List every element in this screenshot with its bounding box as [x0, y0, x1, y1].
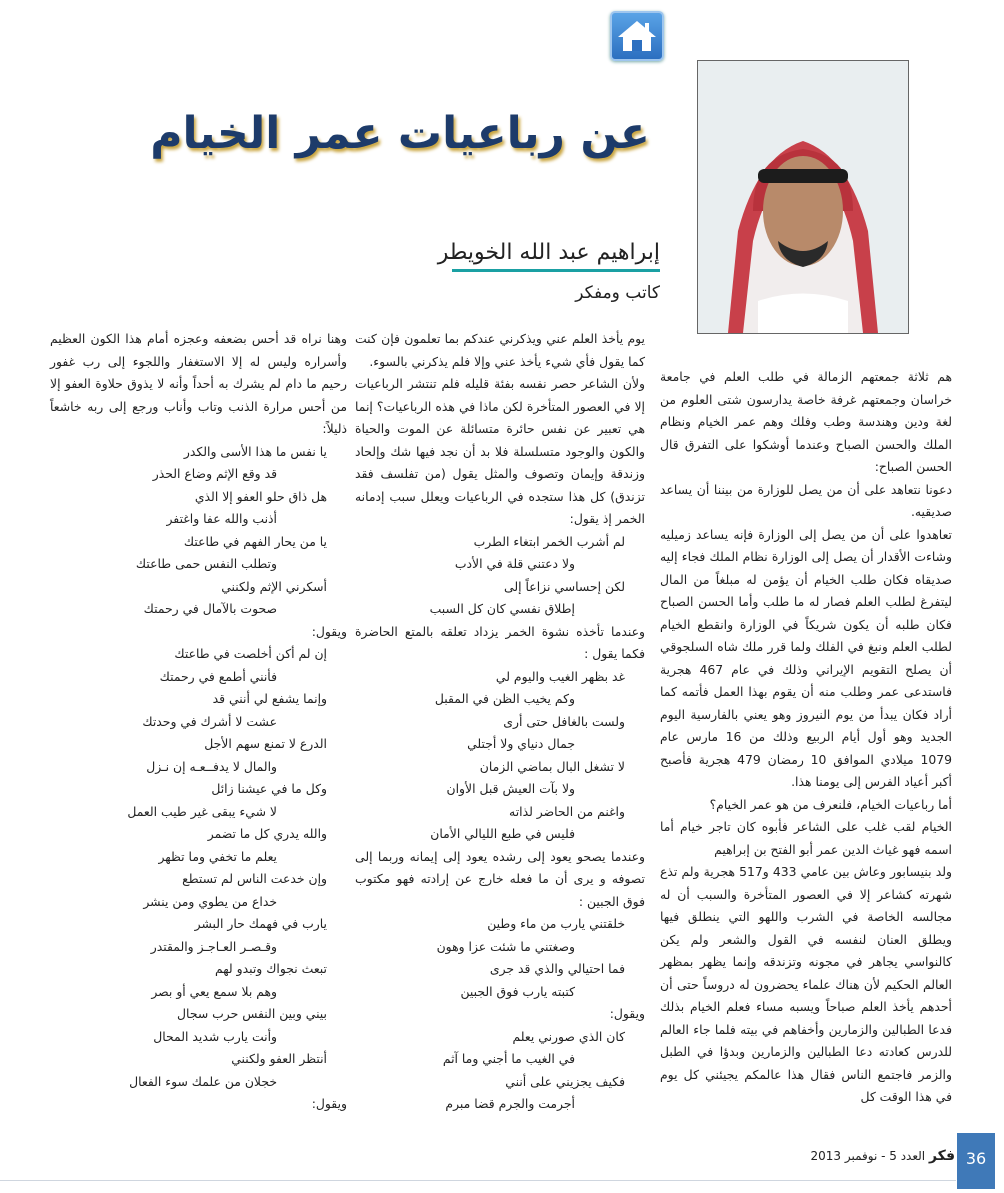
verse-line: لا تشغل البال بماضي الزمان — [479, 758, 625, 774]
verse-line: ولا دعتني قلة في الأدب — [454, 556, 575, 571]
verse-line: جمال دنياي ولا أجتلي — [467, 736, 575, 751]
verse-line: وصغتني ما شئت عزا وهون — [436, 938, 575, 954]
verse-line: يا نفس ما هذا الأسى والكدر — [183, 443, 327, 459]
verse-line: هل ذاق حلو العفو إلا الذي — [194, 488, 327, 504]
paragraph: ويقول: — [609, 1006, 645, 1021]
paragraph: ويقول: — [311, 1096, 347, 1111]
verse-line: يارب في فهمك حار البشر — [194, 916, 327, 931]
verse-line: يا من يحار الفهم في طاعتك — [183, 533, 327, 549]
verse-line: وهم بلا سمع يعي أو بصر — [151, 983, 277, 999]
verse-line: يعلم ما تخفي وما تظهر — [158, 848, 277, 864]
paragraph: الخيام لقب غلب على الشاعر فأبوه كان تاجر خيام أما اسمه فهو غياث الدين عمر أبو الفتح بن إبراهيم — [660, 819, 952, 857]
magazine-name: فكر — [928, 1148, 955, 1164]
verse-line: خجلان من علمك سوء الفعال — [129, 1073, 277, 1089]
paragraph: ولد بنيسابور وعاش بين عامي 433 و517 هجرية ولم تذع شهرته كشاعر إلا في العصور المتأخرة والسبب أن له مجالسه الخاصة في الشرب واللهو التي ينطلق فيها ويطلق العنان لنفسه في القول والشعر ولم يكن كالنواسي يجاهر في مجونه وتزندقه وإنما يظهر بمظهر العالم الحكيم لأن هناك علماء يحضرون له دروساً حتى أن أحدهم يأخذ العلم صباحاً ويسبه مساء فعلم الخيام بذلك فدعا الطبالين والزمارين وأخفاهم في بيته فلما جاء العالم للدرس كعادته دعا الطبالين والزمارين وبدؤا في الطبل والزمر فاجتمع الناس فقال هذا عالمكم يجيئني كل يوم في هذا الوقت كل — [660, 864, 952, 1104]
verse-line: وإنما يشفع لي أنني قد — [212, 691, 327, 706]
verse-line: إطلاق نفسي كان كل السبب — [429, 601, 575, 616]
footer-issue — [770, 1148, 955, 1164]
author-photo — [697, 60, 909, 334]
verse-line: أجرمت والجرم قضا مبرم — [445, 1096, 575, 1111]
verse-line: ولا بآت العيش قبل الأوان — [446, 781, 575, 796]
verse-line: خداع من يطوي ومن ينشر — [143, 893, 277, 909]
verse-line: واغنم من الحاضر لذاته — [509, 803, 625, 819]
verse-line: في الغيب ما أجني وما آثم — [442, 1051, 575, 1066]
verse-line: قد وقع الإثم وضاع الحذر — [152, 466, 277, 481]
author-role: كاتب ومفكر — [575, 283, 660, 303]
verse-line: وتطلب النفس حمى طاعتك — [135, 556, 277, 571]
verse-line: فليس في طبع الليالي الأمان — [430, 826, 575, 841]
verse-line: عشت لا أشرك في وحدتك — [142, 713, 277, 729]
verse-line: ولست بالغافل حتى أرى — [503, 713, 625, 729]
verse-line: وأنت يارب شديد المحال — [153, 1028, 277, 1044]
paragraph: هم ثلاثة جمعتهم الزمالة في طلب العلم في جامعة خراسان وجمعتهم غرفة خاصة يدارسون شتى العلوم من لغة ودين وهندسة وطب وفلك وهم عمر الخيام ونظام الملك والحسن الصباح وعندما أوشكوا على التفرق قال الحسن الصباح: — [660, 369, 952, 474]
article-title: عن رباعيات عمر الخيام — [150, 108, 650, 159]
verse-line: لكن إحساسي نزاعاً إلى — [504, 578, 625, 594]
verse-line: إن لم أكن أخلصت في طاعتك — [174, 646, 327, 661]
verse-line: الدرع لا تمنع سهم الأجل — [204, 736, 327, 751]
home-button[interactable] — [610, 11, 664, 61]
column-left — [50, 328, 347, 1116]
author-name: إبراهيم عبد الله الخويطر — [437, 240, 660, 265]
verse-line: تبعث نجواك وتبدو لهم — [214, 961, 327, 976]
verse-line: فما احتيالي والذي قد جرى — [489, 961, 625, 976]
verse-line: لا شيء يبقى غير طيب العمل — [127, 803, 277, 819]
verse-line: وإن خدعت الناس لم تستطع — [182, 871, 327, 886]
verse-line: وكم يخيب الظن في المقبل — [434, 691, 575, 706]
verse-line: صحوت بالآمال في رحمتك — [143, 601, 277, 616]
verse-line: والمال لا يدفــعـه إن نـزل — [146, 758, 277, 774]
paragraph: تعاهدوا على أن من يصل إلى الوزارة فإنه يساعد زميليه وشاءت الأقدار أن يصل إلى الوزارة نظام الملك فجاء إليه صديقاه فكان طلب الخيام أن يؤمن له مبلغاً من المال ليتفرغ لطلب العلم فصار له ما طلب وأما الحسن الصباح فكان طلبه أن يكون شريكاً في الوزارة وانقطع الخيام لطلب العلم ونبغ في الفلك ولما قرر ملك شاه السلجوقي أن يصلح التقويم الإيراني وذلك في عام 467 هجرية فاستدعى عمر وطلب منه أن يقوم بهذا العمل فأتمه كما أراد فكان يبدأ من يوم النيروز وهو يعني بالفارسية اليوم الجديد وهو أول أيام الربيع وذلك من 16 مارس عام 1079 ميلادي الموافق 10 رمضان 479 هجرية فأصبح أكبر أعياد الفرس إلى يومنا هذا. — [660, 526, 952, 789]
paragraph: يوم يأخذ العلم عني ويذكرني عندكم بما تعلمون فإن كنت كما يقول فأي شيء يأخذ عني وإلا فلم يذكرني بالسوء. — [355, 331, 645, 369]
verse-line: أذنب والله عفا واغتفر — [166, 511, 277, 526]
paragraph: وهنا نراه قد أحس بضعفه وعجزه أمام هذا الكون العظيم وأسراره وليس له إلا الاستغفار واللجوء إلى رب غفور رحيم ما دام لم يشرك به أحداً وأنه لا يذوق حلاوة العفو إلا من أحس مرارة الذنب وتاب وأناب ورجع إلى ربه خاشعاً ذليلاً: — [50, 331, 347, 436]
column-middle — [355, 328, 645, 1116]
paragraph: دعونا نتعاهد على أن من يصل للوزارة من بيننا أن يساعد صديقيه. — [660, 481, 952, 519]
verse-line: كتبته يارب فوق الجبين — [460, 983, 575, 999]
author-portrait-icon — [698, 61, 908, 333]
home-icon — [612, 13, 662, 59]
verse-line: لم أشرب الخمر ابتغاء الطرب — [473, 533, 625, 549]
author-underline — [452, 269, 660, 272]
verse-line: غد بظهر الغيب واليوم لي — [495, 668, 625, 684]
paragraph: وعندما يصحو يعود إلى رشده يعود إلى إيمانه وربما إلى تصوفه و يرى أن ما فعله خارج عن إرادته فهو مكتوب فوق الجبين : — [355, 848, 645, 909]
issue-info: العدد 5 - نوفمبر 2013 — [810, 1149, 926, 1163]
verse-line: وقـصـر العـاجـز والمقتدر — [150, 938, 277, 954]
verse-line: خلقتني يارب من ماء وطين — [487, 916, 625, 931]
verse-line: وكل ما في عيشنا زائل — [211, 781, 327, 796]
paragraph: أما رباعيات الخيام، فلنعرف من هو عمر الخيام؟ — [709, 796, 952, 812]
verse-line: أنتظر العفو ولكنني — [231, 1051, 327, 1066]
column-right — [660, 366, 952, 1109]
verse-line: والله يدري كل ما تضمر — [207, 826, 327, 841]
paragraph: وعندما تأخذه نشوة الخمر يزداد تعلقه بالمتع الحاضرة فكما يقول : — [355, 623, 645, 661]
paragraph: ويقول: — [311, 623, 347, 639]
verse-line: أسكرني الإثم ولكنني — [221, 578, 327, 594]
verse-line: كان الذي صورني يعلم — [512, 1028, 625, 1044]
verse-line: فكيف يجزيني على أنني — [505, 1073, 625, 1089]
verse-line: فأنني أطمع في رحمتك — [159, 668, 277, 684]
page-number: 36 — [957, 1133, 995, 1189]
footer-divider — [0, 1180, 956, 1181]
verse-line: بيني وبين النفس حرب سجال — [177, 1006, 327, 1021]
paragraph: ولأن الشاعر حصر نفسه بفئة قليله فلم تنتشر الرباعيات إلا في العصور المتأخرة لكن ماذا في هذه الرباعيات؟ إنما هي تعبير عن نفس حائرة متسائلة عن الموت والحياة والكون والوجود متسلسلة فلا بد أن نجد فيها شك وإلحاد وزندقة وإيمان وتصوف والمثل يقول (من تفلسف فقد تزندق) كل هذا ستجده في الرباعيات ويعلل سبب إدمانه الخمر إذ يقول: — [355, 376, 645, 526]
